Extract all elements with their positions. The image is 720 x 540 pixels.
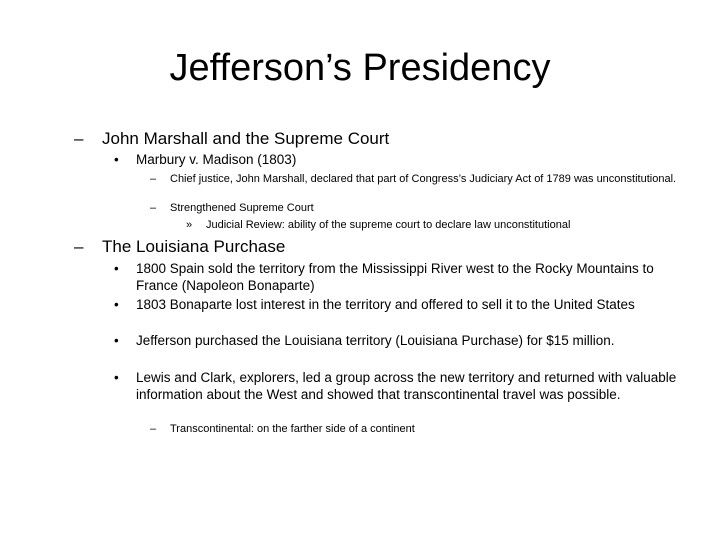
- bullet-text: Chief justice, John Marshall, declared that part of Congress’s Judiciary Act of 1789 was unconstitutional.: [170, 173, 677, 185]
- bullet-item-level-1: [74, 128, 674, 150]
- dash-bullet: –: [150, 202, 157, 214]
- bullet-item-level-2: [114, 370, 686, 403]
- bullet-text: Judicial Review: ability of the supreme court to declare law unconstitutional: [206, 219, 571, 231]
- bullet-item-level-4: [186, 219, 706, 232]
- bullet-text: The Louisiana Purchase: [102, 237, 286, 256]
- bullet-item-level-2: [114, 297, 686, 314]
- dash-bullet: –: [150, 423, 157, 435]
- bullet-text: Marbury v. Madison (1803): [136, 152, 297, 167]
- bullet-item-level-2: [114, 261, 686, 294]
- bullet-text: Transcontinental: on the farther side of a continent: [170, 423, 415, 435]
- bullet-item-level-2: [114, 152, 684, 169]
- dot-bullet: •: [114, 152, 119, 167]
- dash-bullet: –: [74, 237, 84, 256]
- dot-bullet: •: [114, 370, 119, 385]
- dash-bullet: –: [150, 173, 157, 185]
- slide-title: Jefferson’s Presidency: [169, 47, 551, 89]
- bullet-text: John Marshall and the Supreme Court: [102, 129, 390, 148]
- bullet-text: 1803 Bonaparte lost interest in the territory and offered to sell it to the United States: [136, 297, 635, 312]
- dot-bullet: •: [114, 261, 119, 276]
- dot-bullet: •: [114, 333, 119, 348]
- arrow-bullet: »: [186, 219, 193, 231]
- dash-bullet: –: [74, 129, 84, 148]
- bullet-text: Lewis and Clark, explorers, led a group across the new territory and returned with valuable information about the West and showed that transcontinental travel was possible.: [136, 370, 677, 402]
- bullet-item-level-1: [74, 236, 674, 258]
- dot-bullet: •: [114, 297, 119, 312]
- bullet-text: Strengthened Supreme Court: [170, 202, 314, 214]
- bullet-item-level-3: [150, 202, 690, 214]
- bullet-text: 1800 Spain sold the territory from the Mississippi River west to the Rocky Mountains to France (Napoleon Bonaparte): [136, 261, 654, 293]
- bullet-item-level-3: [150, 423, 690, 435]
- bullet-text: Jefferson purchased the Louisiana territory (Louisiana Purchase) for $15 million.: [136, 333, 615, 348]
- bullet-item-level-3: [150, 173, 690, 185]
- bullet-item-level-2: [114, 333, 674, 350]
